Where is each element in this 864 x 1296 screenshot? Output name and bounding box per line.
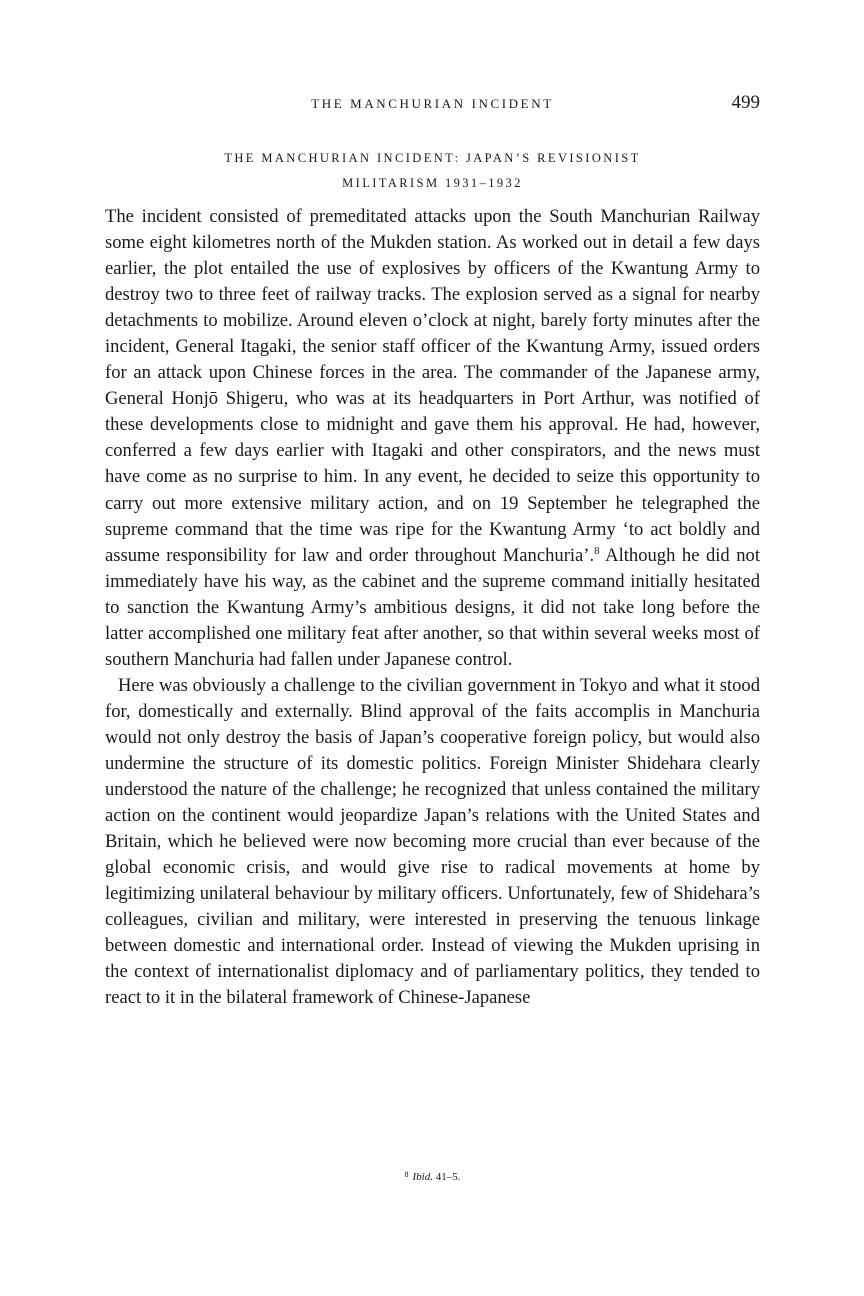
footnote-pages: 41–5.: [435, 1171, 461, 1183]
section-title-line-2: MILITARISM 1931–1932: [342, 176, 523, 190]
running-title: THE MANCHURIAN INCIDENT: [311, 96, 554, 111]
section-title-line-1: THE MANCHURIAN INCIDENT: JAPAN’S REVISIONIST: [224, 151, 641, 165]
paragraph-1: [105, 204, 760, 673]
page-number: 499: [731, 92, 760, 113]
section-title: [105, 146, 760, 196]
paragraph-2: Here was obviously a challenge to the civilian government in Tokyo and what it stood for, domestically and externally. Blind approval of the faits accomplis in Manchuria would not only destroy the basis of Japan’s cooperative foreign policy, but would also undermine the structure of its domestic politics. Foreign Minister Shidehara clearly understood the nature of the challenge; he recognized that unless contained the military action on the continent would jeopardize Japan’s relations with the United States and Britain, which he believed were now becoming more crucial than ever because of the global economic crisis, and would give rise to radical movements at home by legitimizing unilateral behaviour by military officers. Unfortunately, few of Shidehara’s colleagues, civilian and military, were interested in preserving the tenuous linkage between domestic and international order. Instead of viewing the Mukden uprising in the context of internationalist diplomacy and of parliamentary politics, they tended to react to it in the bilateral framework of Chinese-Japanese: [105, 674, 760, 1009]
paragraph-1-text-a: The incident consisted of premeditated attacks upon the South Manchurian Railway some eight kilometres north of the Mukden station. As worked out in detail a few days earlier, the plot entailed the use of explosives by officers of the Kwantung Army to destroy two to three feet of railway tracks. The explosion served as a signal for nearby detachments to mobilize. Around eleven o’clock at night, barely forty minutes after the incident, General Itagaki, the senior staff officer of the Kwantung Army, issued orders for an attack upon Chinese forces in the area. The commander of the Japanese army, General Honjō Shigeru, who was at its headquarters in Port Arthur, was notified of these developments close to midnight and gave them his approval. He had, however, conferred a few days earlier with Itagaki and other conspirators, and the news must have come as no surprise to him. In any event, he decided to seize this opportunity to carry out more extensive military action, and on 19 September he telegraphed the supreme command that the time was ripe for the Kwantung Army ‘to act boldly and assume responsibility for law and order throughout Manchuria’.: [105, 206, 760, 566]
running-head: [105, 92, 760, 116]
footnote-reference[interactable]: 8: [594, 544, 600, 557]
footnote: [105, 1170, 760, 1183]
footnote-mark: 8: [404, 1170, 409, 1179]
book-page: [105, 0, 760, 1296]
paragraph-1-text-b: Although he did not immediately have his way, as the cabinet and the supreme command initially hesitated to sanction the Kwantung Army’s ambitious designs, it did not take long before the latter accomplished one military feat after another, so that within several weeks most of southern Manchuria had fallen under Japanese control.: [105, 544, 760, 670]
footnote-source: Ibid.: [412, 1171, 433, 1183]
body-text: [105, 204, 760, 1011]
